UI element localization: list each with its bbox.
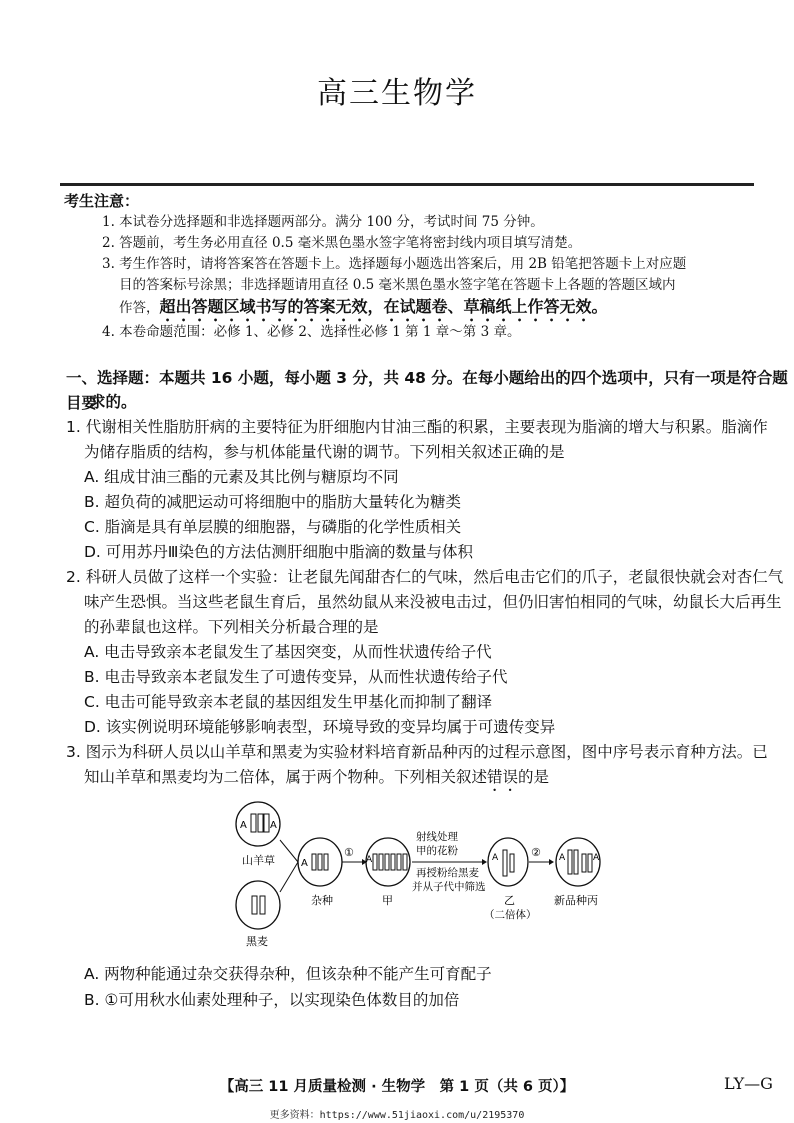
q3-option-a: A. 两物种能通过杂交获得杂种，但该杂种不能产生可育配子: [84, 965, 492, 983]
connector-line: [280, 840, 298, 862]
notice-item-3-prefix: 作答，: [119, 300, 160, 316]
label-upper1: 射线处理: [416, 831, 458, 843]
q1-stem-line1: 1. 代谢相关性脂肪肝病的主要特征为肝细胞内甘油三酯的积累，主要表现为脂滴的增大与积累。脂滴作: [66, 418, 768, 436]
q3-stem-line2: [84, 765, 549, 795]
q2-stem-line3: 的孙辈鼠也这样。下列相关分析最合理的是: [84, 618, 379, 636]
label-step1: ①: [344, 846, 354, 859]
source-link[interactable]: 更多资料：https://www.51jiaoxi.com/u/2195370: [269, 1110, 525, 1121]
q2-stem-line1: 2. 科研人员做了这样一个实验：让老鼠先闻甜杏仁的气味，然后电击它们的爪子，老鼠很快就会对杏仁气: [66, 568, 784, 586]
q3-stem-line1: 3. 图示为科研人员以山羊草和黑麦为实验材料培育新品种丙的过程示意图，图中序号表示育种方法。已: [66, 743, 768, 761]
q1-option-d: D. 可用苏丹Ⅲ染色的方法估测肝细胞中脂滴的数量与体积: [84, 543, 473, 561]
arrowhead: [549, 859, 554, 865]
label-lower2: 并从子代中筛选: [412, 881, 486, 893]
q2-option-c: C. 电击可能导致亲本老鼠的基因组发生甲基化而抑制了翻译: [84, 693, 493, 711]
q1-option-b: B. 超负荷的减肥运动可将细胞中的脂肪大量转化为糖类: [84, 493, 461, 511]
label-jia: 甲: [382, 894, 393, 907]
q3-stem-tail: 的是: [518, 768, 550, 786]
q1-stem-line2: 为储存脂质的结构，参与机体能量代谢的调节。下列相关叙述正确的是: [84, 443, 565, 461]
notice-item-3-cont: 目的答案标号涂黑；非选择题请用直径 0.5 毫米黑色墨水签字笔在答题卡上各题的答题区域内: [119, 277, 676, 293]
q3-stem-text: 知山羊草和黑麦均为二倍体，属于两个物种。下列相关叙述: [84, 768, 488, 786]
label-lower1: 再授粉给黑麦: [416, 867, 479, 879]
gene-label: A: [593, 853, 600, 863]
notice-emphasis: 超出答题区域书写的答案无效，在试题卷、草稿纸上作答无效。: [159, 297, 608, 316]
jia-cell: [366, 838, 410, 886]
gene-label: A: [240, 820, 247, 831]
gene-label: A: [270, 820, 277, 831]
connector-line: [280, 862, 298, 892]
header-divider: [60, 183, 754, 186]
notice-item-4: 4. 本卷命题范围：必修 1、必修 2、选择性必修 1 第 1 章～第 3 章。: [102, 324, 521, 340]
arrowhead: [482, 859, 487, 865]
section-heading: 一、选择题：本题共 16 小题，每小题 3 分，共 48 分。在每小题给出的四个选项中，只有一项是符合题目要: [66, 369, 788, 412]
q3-emphasis: 错误: [487, 768, 519, 786]
label-step2: ②: [531, 846, 541, 859]
label-yi-note: （二倍体）: [484, 909, 537, 921]
notice-heading: 考生注意：: [64, 192, 140, 210]
q3-option-b: B. ①可用秋水仙素处理种子，以实现染色体数目的加倍: [84, 991, 460, 1009]
label-upper2: 甲的花粉: [416, 845, 458, 857]
yi-cell: [488, 838, 528, 886]
paper-code: LY—G: [724, 1074, 773, 1093]
section-heading-cont: 求的。: [90, 393, 137, 411]
q2-option-b: B. 电击导致亲本老鼠发生了可遗传变异，从而性状遗传给子代: [84, 668, 508, 686]
notice-item-3-end: [119, 294, 608, 325]
heimai-cell: [236, 881, 280, 929]
q2-option-d: D. 该实例说明环境能够影响表型，环境导致的变异均属于可遗传变异: [84, 718, 556, 736]
breeding-diagram: [220, 800, 620, 950]
notice-item-1: 1. 本试卷分选择题和非选择题两部分。满分 100 分，考试时间 75 分钟。: [102, 214, 544, 230]
zazhong-cell: [298, 838, 342, 886]
shanyangcao-cell: [236, 802, 280, 846]
q1-option-c: C. 脂滴是具有单层膜的细胞器，与磷脂的化学性质相关: [84, 518, 462, 536]
gene-label: A: [301, 858, 308, 869]
notice-item-3: 3. 考生作答时，请将答案答在答题卡上。选择题每小题选出答案后，用 2B 铅笔把答题卡上对应题: [102, 256, 687, 272]
q1-option-a: A. 组成甘油三酯的元素及其比例与糖原均不同: [84, 468, 399, 486]
bing-cell: [556, 838, 600, 886]
label-bing: 新品种丙: [554, 894, 598, 907]
gene-label: A: [492, 853, 499, 863]
label-yi: 乙: [504, 894, 515, 907]
label-zazhong: 杂种: [311, 894, 333, 907]
gene-label: A: [559, 853, 566, 863]
gene-label: A: [366, 855, 373, 865]
notice-item-2: 2. 答题前，考生务必用直径 0.5 毫米黑色墨水签字笔将密封线内项目填写清楚。: [102, 235, 582, 251]
label-shanyangcao: 山羊草: [242, 854, 275, 867]
label-heimai: 黑麦: [246, 935, 268, 948]
q2-stem-line2: 味产生恐惧。当这些老鼠生育后，虽然幼鼠从来没被电击过，但仍旧害怕相同的气味，幼鼠长大后再生: [84, 593, 782, 611]
q2-option-a: A. 电击导致亲本老鼠发生了基因突变，从而性状遗传给子代: [84, 643, 492, 661]
page-footer: 【高三 11 月质量检测 · 生物学 第 1 页（共 6 页）】: [219, 1079, 575, 1095]
page-title: 高三生物学: [317, 76, 477, 111]
